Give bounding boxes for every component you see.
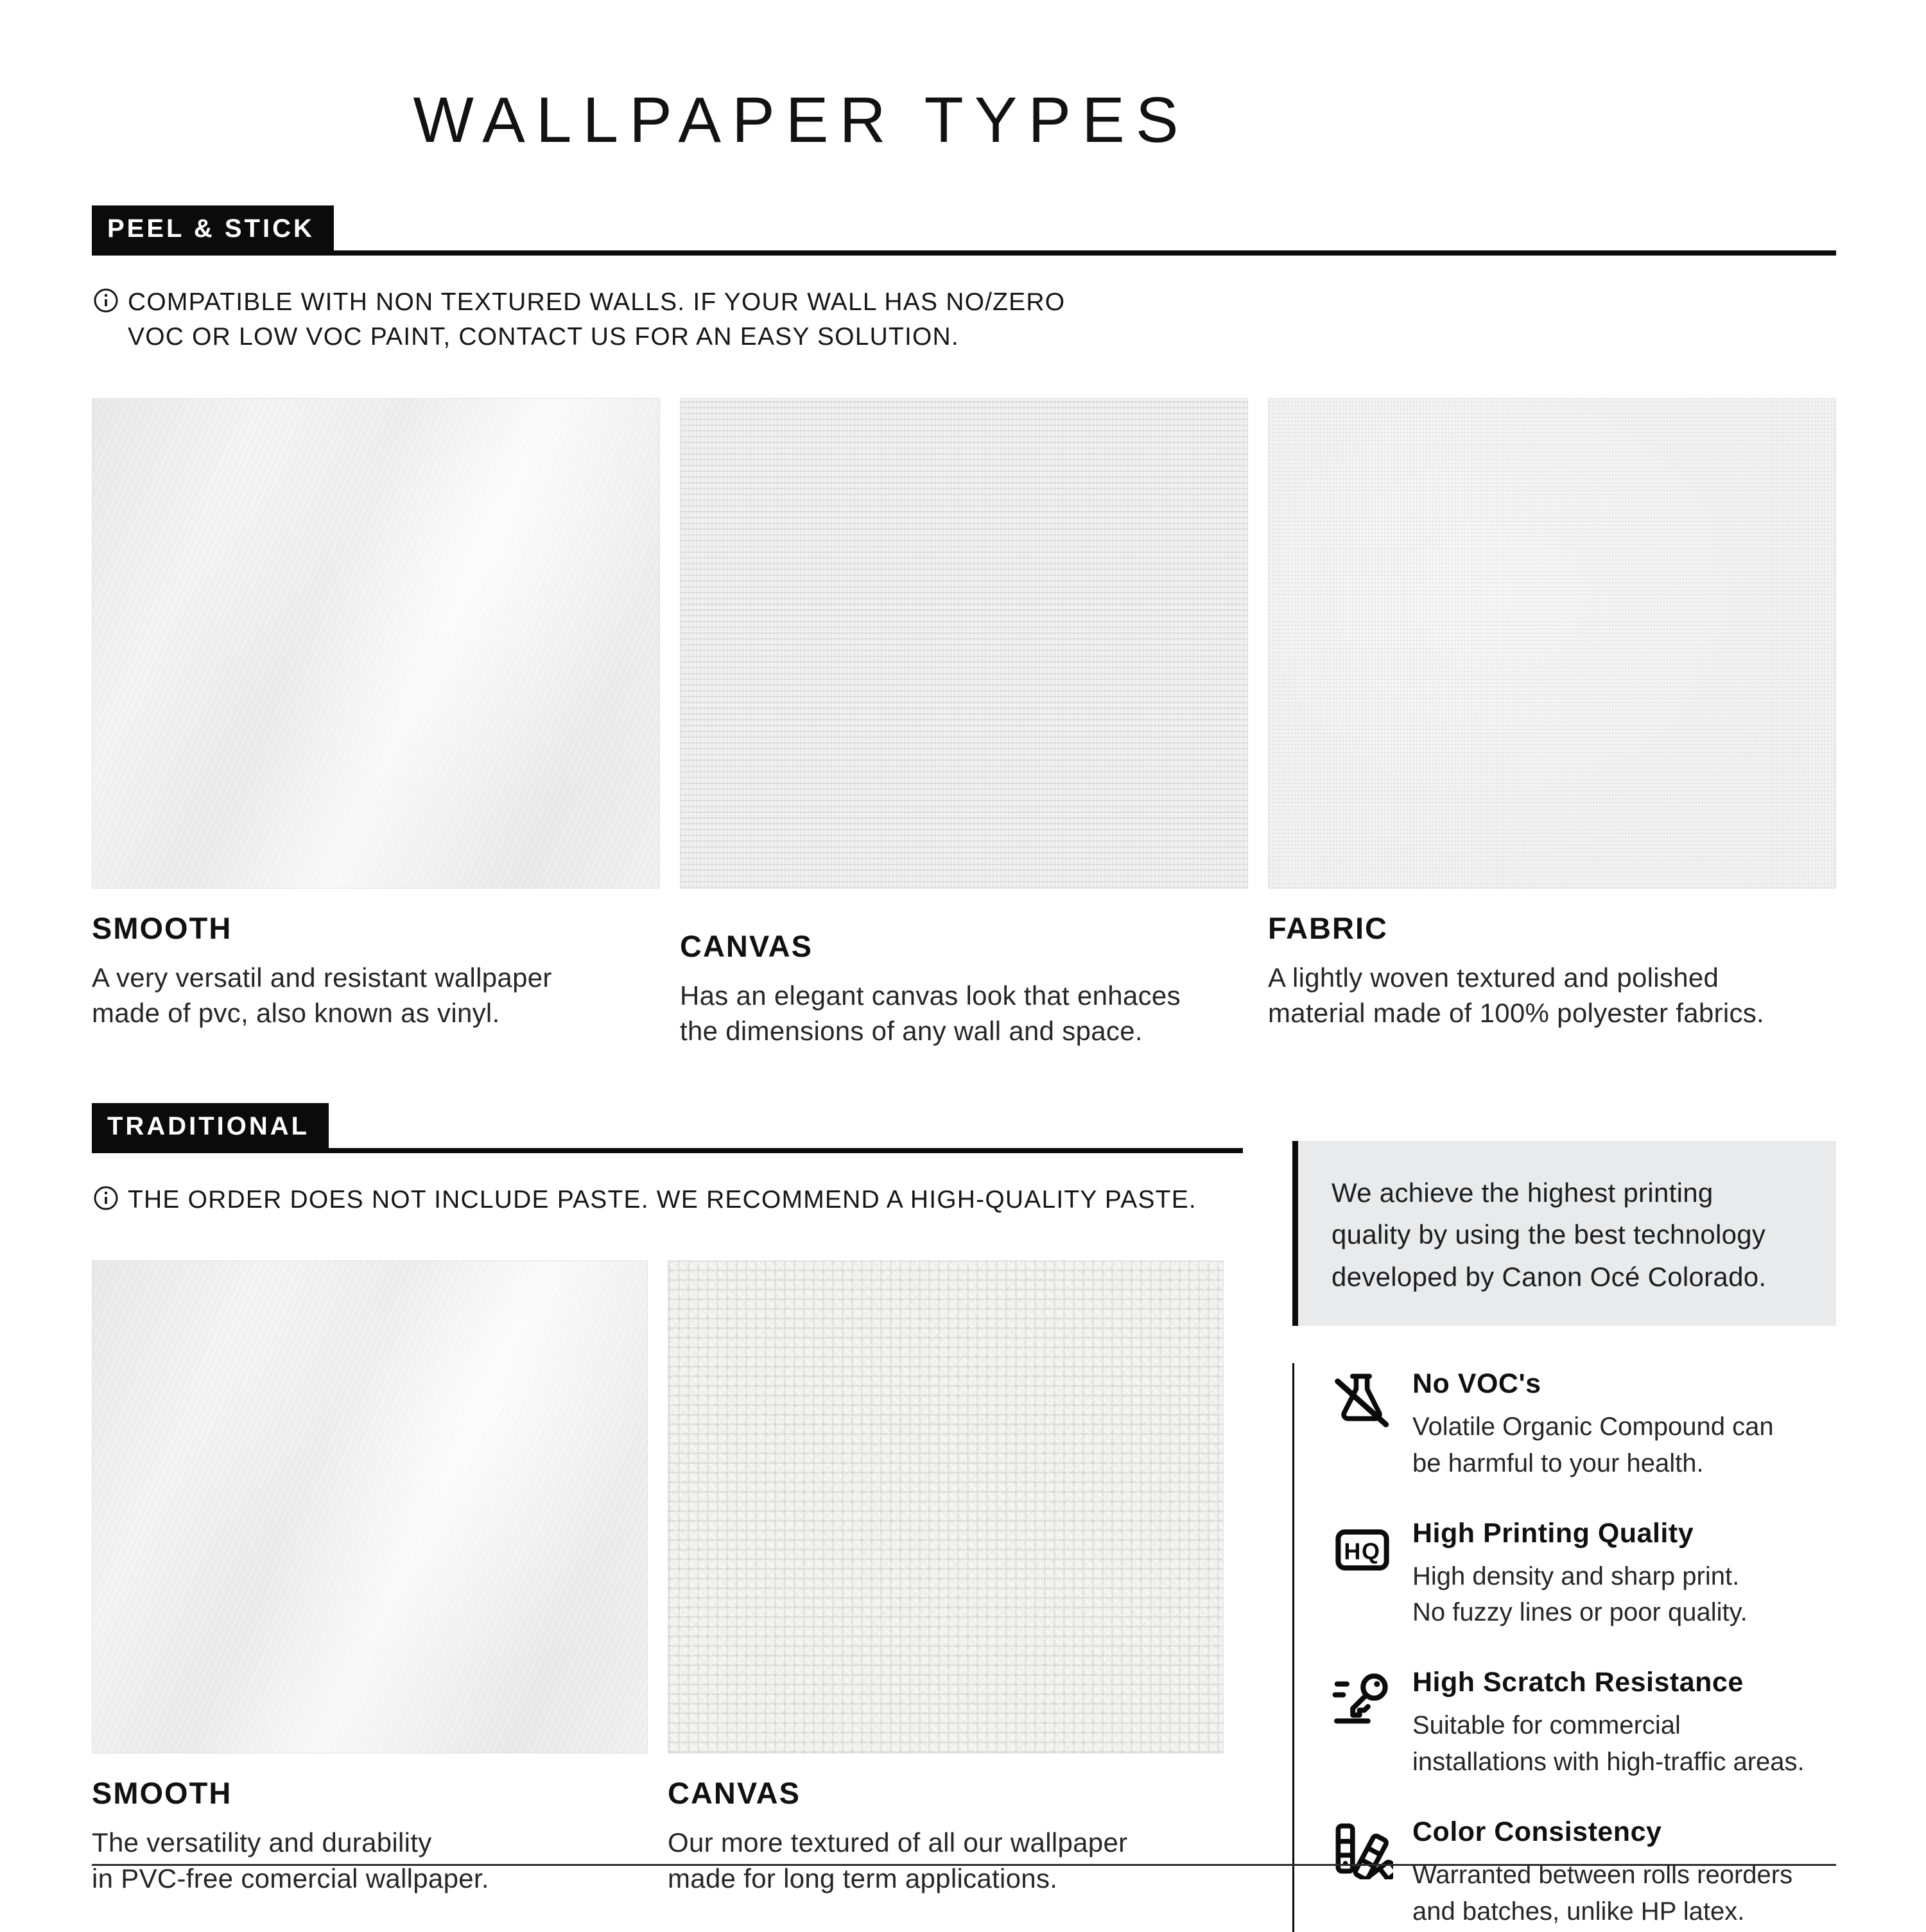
fabric-swatch-image	[1268, 398, 1836, 889]
svg-text:HQ: HQ	[1344, 1538, 1380, 1564]
info-icon	[93, 1185, 119, 1211]
peel-stick-fabric-column	[1268, 398, 1836, 1049]
traditional-smooth-column	[92, 1260, 648, 1896]
feature-title: No VOC's	[1412, 1368, 1836, 1400]
feature-text	[1412, 1518, 1836, 1632]
type-description: A lightly woven textured and polished material made of 100% polyester fabrics.	[1268, 960, 1836, 1031]
bottom-divider	[92, 1864, 1836, 1866]
traditional-label: TRADITIONAL	[92, 1103, 329, 1148]
info-icon	[93, 288, 119, 313]
peel-stick-note-text: COMPATIBLE WITH NON TEXTURED WALLS. IF YOUR WALL HAS NO/ZERO VOC OR LOW VOC PAINT, CONTACT US FOR AN EASY SOLUTION.	[128, 285, 1065, 354]
type-description: Our more textured of all our wallpaper made for long term applications.	[668, 1825, 1224, 1896]
peel-stick-canvas-column	[680, 398, 1248, 1049]
smooth-swatch-image	[92, 398, 660, 889]
peel-stick-smooth-column	[92, 398, 660, 1049]
peel-stick-header	[92, 205, 1836, 256]
scratch-key-icon	[1332, 1668, 1393, 1730]
feature-title: High Scratch Resistance	[1412, 1667, 1836, 1698]
type-name: CANVAS	[680, 928, 1248, 964]
color-swatches-icon	[1332, 1818, 1393, 1879]
traditional-section	[92, 1103, 1243, 1932]
type-name: CANVAS	[668, 1775, 1224, 1811]
page-title: WALLPAPER TYPES	[92, 83, 1511, 157]
feature-body: High density and sharp print. No fuzzy lines or poor quality.	[1412, 1558, 1836, 1632]
feature-text	[1412, 1816, 1836, 1930]
peel-stick-section	[92, 205, 1836, 1049]
feature-title: Color Consistency	[1412, 1816, 1836, 1848]
quality-column	[1243, 1103, 1836, 1932]
peel-stick-note	[92, 285, 1836, 354]
bottom-area	[92, 1103, 1836, 1932]
canvas-swatch-image	[680, 398, 1248, 889]
feature-body: Suitable for commercial installations with high-traffic areas.	[1412, 1707, 1836, 1780]
traditional-header	[92, 1103, 1243, 1153]
feature-text	[1412, 1368, 1836, 1482]
type-name: SMOOTH	[92, 1775, 648, 1811]
type-description: The versatility and durability in PVC-free comercial wallpaper.	[92, 1825, 648, 1896]
feature-list	[1292, 1363, 1836, 1932]
traditional-note	[92, 1183, 1243, 1217]
feature-body: Warranted between rolls reorders and batches, unlike HP latex.	[1412, 1857, 1836, 1930]
feature-color-consistency	[1332, 1816, 1836, 1930]
feature-body: Volatile Organic Compound can be harmful to your health.	[1412, 1409, 1836, 1482]
feature-high-scratch-resistance	[1332, 1667, 1836, 1780]
peel-stick-label: PEEL & STICK	[92, 205, 334, 250]
traditional-canvas-column	[668, 1260, 1224, 1896]
traditional-note-text: THE ORDER DOES NOT INCLUDE PASTE. WE RECOMMEND A HIGH-QUALITY PASTE.	[128, 1183, 1197, 1217]
type-description: Has an elegant canvas look that enhaces the dimensions of any wall and space.	[680, 978, 1248, 1049]
type-name: SMOOTH	[92, 910, 660, 946]
smooth-swatch-image	[92, 1260, 648, 1754]
canvas-swatch-image	[668, 1260, 1224, 1754]
peel-stick-swatch-grid	[92, 398, 1836, 1049]
no-voc-flask-icon	[1332, 1370, 1393, 1431]
printing-quality-callout: We achieve the highest printing quality by using the best technology developed by Canon Océ Colorado.	[1292, 1141, 1836, 1327]
feature-text	[1412, 1667, 1836, 1780]
hq-badge-icon	[1332, 1519, 1393, 1581]
feature-no-voc	[1332, 1368, 1836, 1482]
type-description: A very versatil and resistant wallpaper made of pvc, also known as vinyl.	[92, 960, 660, 1031]
traditional-swatch-grid	[92, 1260, 1243, 1896]
type-name: FABRIC	[1268, 910, 1836, 946]
feature-high-printing-quality	[1332, 1518, 1836, 1632]
feature-title: High Printing Quality	[1412, 1518, 1836, 1549]
